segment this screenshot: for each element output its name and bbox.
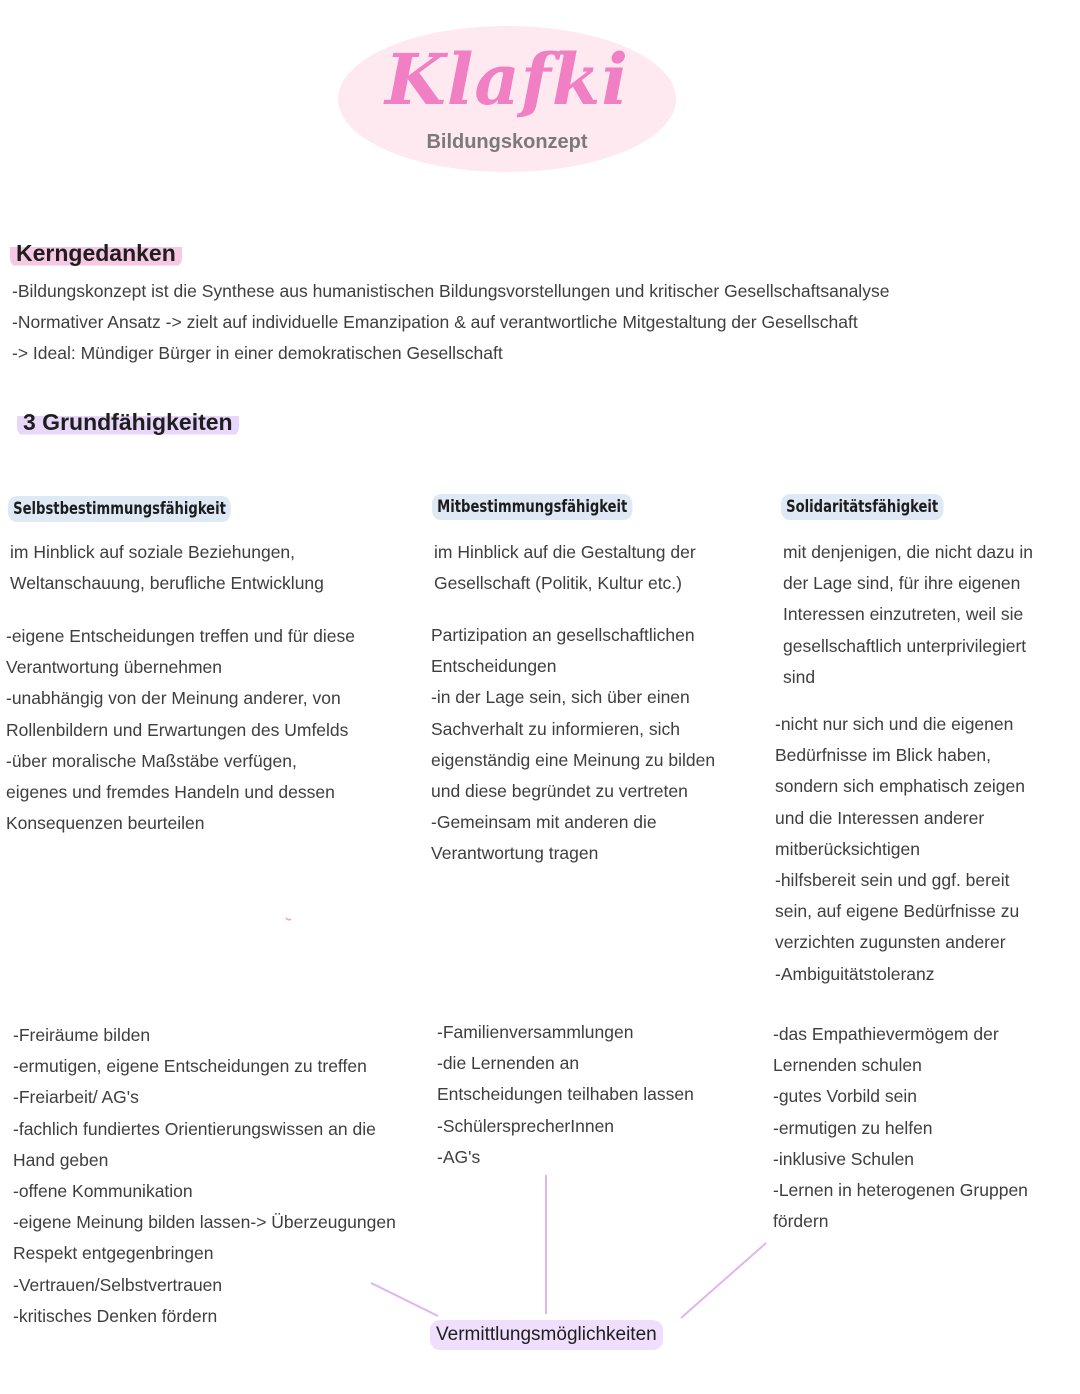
grundfaehigkeiten-heading: 3 Grundfähigkeiten <box>17 407 239 437</box>
selbstbestimmung-details: -eigene Entscheidungen treffen und für diese Verantwortung übernehmen -unabhängig von der Meinung anderer, von Rollenbildern und Erwartungen des Umfelds -über moralische Maßstäbe verfügen, eigenes und fremdes Handeln und dessen Konsequenzen beurteilen <box>6 626 355 834</box>
vermittlung-label: Vermittlungsmöglichkeiten <box>430 1320 663 1350</box>
mitbestimmung-details: Partizipation an gesellschaftlichen Entscheidungen -in der Lage sein, sich über einen Sachverhalt zu informieren, sich eigenständig eine Meinung zu bilden und diese begründet zu vertreten -Gemeinsam mit anderen die Verantwortung tragen <box>431 625 716 864</box>
column-title-selbstbestimmung: Selbstbestimmungsfähigkeit <box>8 496 231 522</box>
solidaritaet-details: -nicht nur sich und die eigenen Bedürfnisse im Blick haben, sondern sich emphatisch zeigen und die Interessen anderer mitberücksichtigen -hilfsbereit sein und ggf. bereit sein, auf eigene Bedürfnisse zu verzichten zugunsten anderer -Ambiguitätstoleranz <box>775 714 1026 984</box>
kerngedanken-heading: Kerngedanken <box>10 238 182 268</box>
kerngedanken-line: -Normativer Ansatz -> zielt auf individuelle Emanzipation & auf verantwortliche Mitgestaltung der Gesellschaft <box>12 312 858 332</box>
mitbestimmung-methods: -Familienversammlungen -die Lernenden an Entscheidungen teilhaben lassen -SchülersprecherInnen -AG's <box>437 1022 694 1167</box>
mitbestimmung-scope: im Hinblick auf die Gestaltung der Gesellschaft (Politik, Kultur etc.) <box>434 542 696 594</box>
column-title-solidaritaet: Solidaritätsfähigkeit <box>781 494 943 520</box>
solidaritaet-scope: mit denjenigen, die nicht dazu in der Lage sind, für ihre eigenen Interessen einzutreten, weil sie gesellschaftlich unterprivilegiert sind <box>783 542 1034 687</box>
page-subtitle: Bildungskonzept <box>426 131 588 153</box>
connector-line-left <box>371 1283 438 1316</box>
connector-line-right <box>681 1243 766 1318</box>
page-title: Klafki <box>385 38 629 121</box>
kerngedanken-line: -> Ideal: Mündiger Bürger in einer demokratischen Gesellschaft <box>12 343 503 363</box>
kerngedanken-line: -Bildungskonzept ist die Synthese aus humanistischen Bildungsvorstellungen und kritischer Gesellschaftsanalyse <box>12 281 890 301</box>
stray-mark <box>286 918 291 920</box>
selbstbestimmung-methods: -Freiräume bilden -ermutigen, eigene Entscheidungen zu treffen -Freiarbeit/ AG's -fachlich fundiertes Orientierungswissen an die Hand geben -offene Kommunikation -eigene Meinung bilden lassen-> Überzeugungen Respekt entgegenbringen -Vertrauen/Selbstvertrauen -kritisches Denken fördern <box>13 1025 396 1326</box>
column-title-mitbestimmung: Mitbestimmungsfähigkeit <box>432 494 633 520</box>
selbstbestimmung-scope: im Hinblick auf soziale Beziehungen, Weltanschauung, berufliche Entwicklung <box>10 542 324 594</box>
solidaritaet-methods: -das Empathievermögem der Lernenden schulen -gutes Vorbild sein -ermutigen zu helfen -inklusive Schulen -Lernen in heterogenen Gruppen fördern <box>773 1024 1028 1232</box>
